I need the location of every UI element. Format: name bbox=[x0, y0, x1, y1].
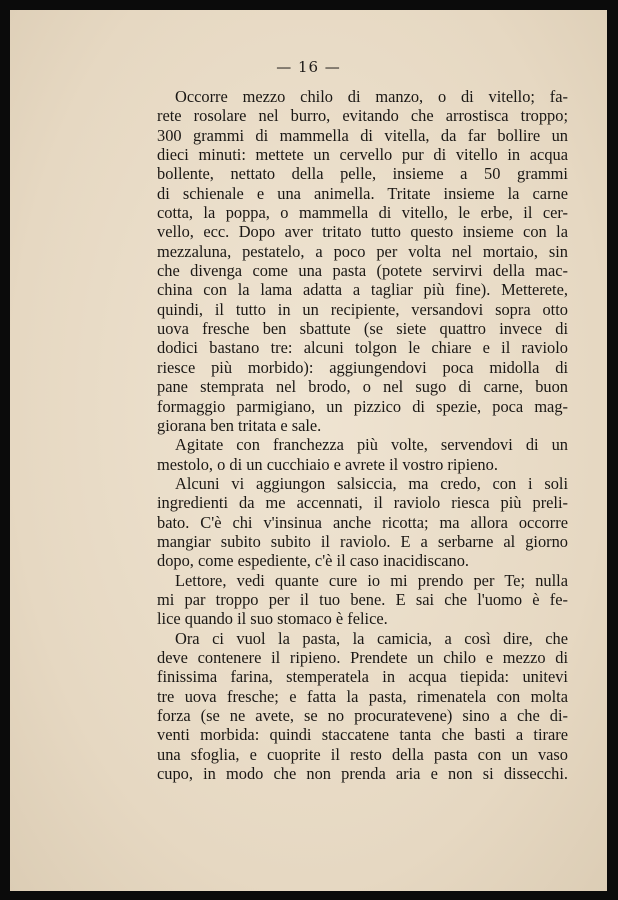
text-line: mezzaluna, pestatelo, a poco per volta nel mortaio, sin bbox=[157, 241, 568, 261]
text-line: cupo, in modo che non prenda aria e non si dissecchi. bbox=[157, 764, 568, 784]
text-line: quindi, il tutto in un recipiente, versandovi sopra otto bbox=[157, 299, 568, 319]
text-line: cotta, la poppa, o mammella di vitello, le erbe, il cer- bbox=[157, 203, 568, 223]
text-line: formaggio parmigiano, un pizzico di spezie, poca mag- bbox=[157, 396, 568, 416]
text-line: Lettore, vedi quante cure io mi prendo per Te; nulla bbox=[175, 570, 568, 590]
text-line: bato. C'è chi v'insinua anche ricotta; ma allora occorre bbox=[157, 512, 568, 532]
text-line: finissima farina, stemperatela in acqua tiepida: unitevi bbox=[157, 667, 568, 687]
text-line: Ora ci vuol la pasta, la camicia, a così dire, che bbox=[175, 628, 568, 648]
text-line: pane stemprata nel brodo, o nel sugo di carne, buon bbox=[157, 377, 568, 397]
book-page bbox=[10, 10, 607, 891]
text-line: mestolo, o di un cucchiaio e avrete il vostro ripieno. bbox=[157, 454, 498, 474]
text-line: giorana ben tritata e sale. bbox=[157, 415, 322, 435]
text-line: che divenga come una pasta (potete servirvi della mac- bbox=[157, 261, 568, 281]
text-line: 300 grammi di mammella di vitella, da far bollire un bbox=[157, 125, 568, 145]
text-line: ingredienti da me accennati, il raviolo riesca più preli- bbox=[157, 493, 568, 513]
text-line: rete rosolare nel burro, evitando che arrostisca troppo; bbox=[157, 106, 568, 126]
text-line: dopo, come espediente, c'è il caso inacidiscano. bbox=[157, 551, 469, 571]
text-line: china con la lama adatta a tagliar più fine). Metterete, bbox=[157, 280, 568, 300]
text-line: riesce più morbido): aggiungendovi poca midolla di bbox=[157, 357, 568, 377]
text-line: mangiar subito subito il raviolo. E a serbarne al giorno bbox=[157, 531, 568, 551]
page-number: — 16 — bbox=[276, 58, 341, 76]
text-line: tre uova fresche; e fatta la pasta, rimenatela con molta bbox=[157, 686, 568, 706]
body-text bbox=[157, 87, 568, 783]
text-line: lice quando il suo stomaco è felice. bbox=[157, 609, 388, 629]
text-line: venti morbida: quindi staccatene tanta che basti a tirare bbox=[157, 725, 568, 745]
text-line: mi par troppo per il tuo bene. E sai che l'uomo è fe- bbox=[157, 589, 568, 609]
text-line: deve contenere il ripieno. Prendete un chilo e mezzo di bbox=[157, 647, 568, 667]
text-line: uova fresche ben sbattute (se siete quattro invece di bbox=[157, 319, 568, 339]
text-line: dodici bastano tre: alcuni tolgon le chiare e il raviolo bbox=[157, 338, 568, 358]
text-line: vello, ecc. Dopo aver tritato tutto questo insieme con la bbox=[157, 222, 568, 242]
text-line: Occorre mezzo chilo di manzo, o di vitello; fa- bbox=[175, 87, 568, 106]
text-line: forza (se ne avete, se no procuratevene) sino a che di- bbox=[157, 706, 568, 725]
text-line: Alcuni vi aggiungon salsiccia, ma credo, con i soli bbox=[175, 473, 568, 493]
text-line: bollente, nettato della pelle, insieme a 50 grammi bbox=[157, 164, 568, 184]
text-line: dieci minuti: mettete un cervello pur di vitello in acqua bbox=[157, 145, 568, 165]
text-line: di schienale e una animella. Tritate insieme la carne bbox=[157, 183, 568, 203]
text-line: Agitate con franchezza più volte, servendovi di un bbox=[175, 435, 568, 455]
text-line: una sfoglia, e cuoprite il resto della pasta con un vaso bbox=[157, 744, 568, 764]
